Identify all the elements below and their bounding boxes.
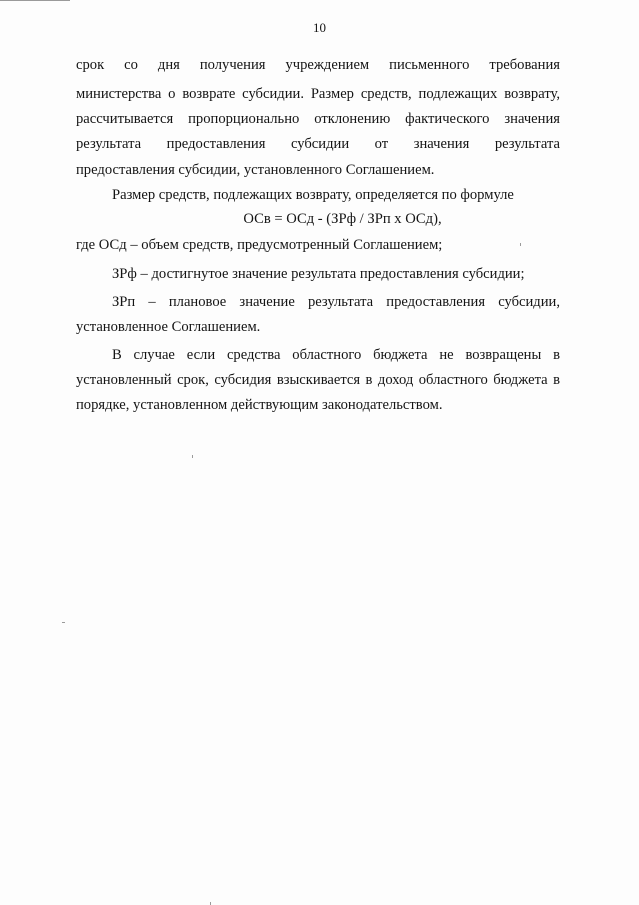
- text-line-12: В случае если средства областного бюджета не возвращены в: [112, 347, 560, 363]
- text-line-10: ЗРп – плановое значение результата предоставления субсидии,: [112, 294, 560, 310]
- scan-dust-mark: [520, 243, 521, 246]
- text-line-4: результата предоставления субсидии от значения результата: [76, 136, 560, 152]
- text-line-1: срок со дня получения учреждением письменного требования: [76, 57, 560, 73]
- text-line-6: Размер средств, подлежащих возврату, определяется по формуле: [112, 187, 514, 203]
- text-line-5: предоставления субсидии, установленного Соглашением.: [76, 162, 435, 178]
- text-line-11: установленное Соглашением.: [76, 319, 261, 335]
- scan-dust-mark: [62, 622, 65, 623]
- text-line-2: министерства о возврате субсидии. Размер средств, подлежащих возврату,: [76, 86, 560, 102]
- text-line-14: порядке, установленном действующим законодательством.: [76, 397, 443, 413]
- scan-dust-mark: [192, 455, 193, 458]
- page-number: 10: [313, 20, 326, 35]
- text-line-8: где ОСд – объем средств, предусмотренный Соглашением;: [76, 237, 443, 253]
- scan-edge-mark: [0, 0, 70, 1]
- text-line-13: установленный срок, субсидия взыскивается в доход областного бюджета в: [76, 372, 560, 388]
- text-line-9: ЗРф – достигнутое значение результата предоставления субсидии;: [112, 266, 525, 282]
- formula-line: ОСв = ОСд - (ЗРф / ЗРп х ОСд),: [243, 211, 442, 227]
- text-line-3: рассчитывается пропорционально отклонению фактического значения: [76, 111, 560, 127]
